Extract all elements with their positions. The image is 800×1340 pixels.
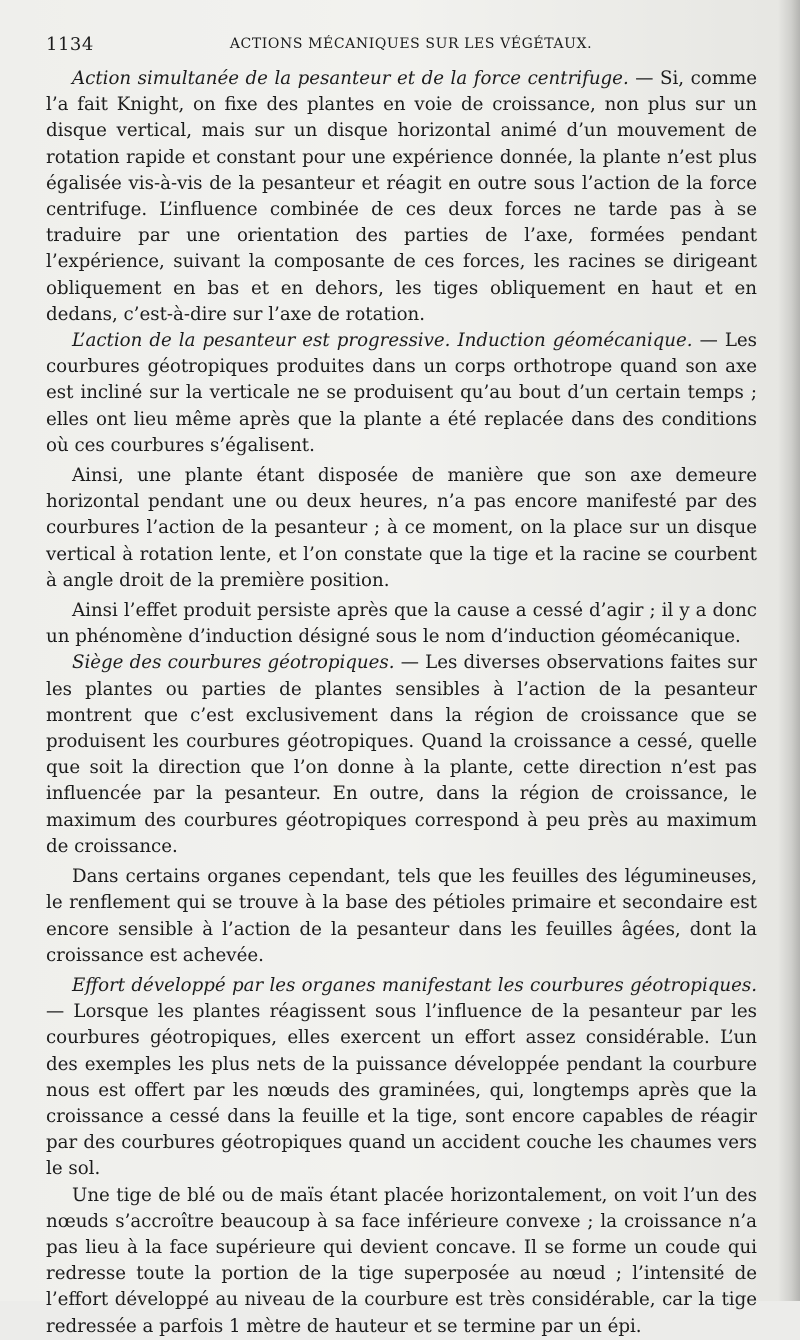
paragraph-induction-geomecanique — [46, 328, 757, 459]
page-number: 1134 — [46, 34, 94, 55]
paragraph-body: Une tige de blé ou de maïs étant placée horizontalement, on voit l’un des nœuds s’accroître beaucoup à sa face inférieure convexe ; la croissance n’a pas lieu à la face supérieure qui devient concave. Il se forme un coude qui redresse toute la portion de la tige superposée au nœud ; l’intensité de l’effort développé au niveau de la courbure est très considérable, car la tige redressée a parfois 1 mètre de hauteur et se termine par un épi. — [46, 1184, 757, 1337]
paragraph-tige-ble — [46, 1183, 757, 1340]
paragraph-body: Ainsi, une plante étant disposée de manière que son axe demeure horizontal pendant une ou deux heures, n’a pas encore manifesté par des courbures l’action de la pesanteur ; à ce moment, on la place sur un disque vertical à rotation lente, et l’on constate que la tige et la racine se courbent à angle droit de la première position. — [46, 465, 757, 591]
paragraph-effort-developpe — [46, 973, 757, 1183]
section-heading: Siège des courbures géotropiques. — [72, 652, 395, 674]
body-text — [46, 66, 757, 1340]
page-header — [46, 34, 776, 58]
page-binding-shadow — [778, 0, 800, 1301]
paragraph-body: Ainsi l’effet produit persiste après que la cause a cessé d’agir ; il y a donc un phénomène d’induction désigné sous le nom d’induction géomécanique. — [46, 600, 757, 648]
section-heading: L’action de la pesanteur est progressive. Induction géomécanique. — [72, 330, 693, 352]
paragraph-effect-persists — [46, 598, 757, 650]
paragraph-action-simultanee — [46, 66, 757, 328]
paragraph-body: — Les courbures géotropiques produites dans un corps orthotrope quand son axe est incliné sur la verticale ne se produisent qu’au bout d’un certain temps ; elles ont lieu même après que la plante a été replacée dans des conditions où ces courbures s’égalisent. — [46, 330, 757, 456]
paragraph-body: — Les diverses observations faites sur les plantes ou parties de plantes sensibles à l’action de la pesanteur montrent que c’est exclusivement dans la région de croissance que se produisent les courbures géotropiques. Quand la croissance a cessé, quelle que soit la direction que l’on donne à la plante, cette direction n’est pas influencée par la pesanteur. En outre, dans la région de croissance, le maximum des courbures géotropiques correspond à peu près au maximum de croissance. — [46, 652, 757, 857]
paragraph-example-horizontal — [46, 463, 757, 594]
paragraph-siege-courbures — [46, 650, 757, 860]
section-heading: Action simultanée de la pesanteur et de la force centrifuge. — [72, 68, 629, 89]
running-title: ACTIONS MÉCANIQUES SUR LES VÉGÉTAUX. — [229, 36, 593, 52]
paragraph-body: Dans certains organes cependant, tels que les feuilles des légumineuses, le renflement qui se trouve à la base des pétioles primaire et secondaire est encore sensible à l’action de la pesanteur dans les feuilles âgées, dont la croissance est achevée. — [46, 866, 757, 966]
paragraph-legumineuses — [46, 864, 757, 969]
paragraph-body: — Si, comme l’a fait Knight, on fixe des plantes en voie de croissance, non plus sur un disque vertical, mais sur un disque horizontal animé d’un mouvement de rotation rapide et constant pour une expérience donnée, la plante n’est plus égalisée vis-à-vis de la pesanteur et réagit en outre sous l’action de la force centrifuge. L’influence combinée de ces deux forces ne tarde pas à se traduire par une orientation des parties de l’axe, formées pendant l’expérience, suivant la composante de ces forces, les racines se dirigeant obliquement en bas et en dehors, les tiges obliquement en haut et en dedans, c’est-à-dire sur l’axe de rotation. — [46, 68, 757, 325]
section-heading: Effort développé par les organes manifestant les courbures géotropiques. — [72, 974, 757, 996]
paragraph-body: — Lorsque les plantes réagissent sous l’influence de la pesanteur par les courbures géotropiques, elles exercent un effort assez considérable. L’un des exemples les plus nets de la puissance développée pendant la courbure nous est offert par les nœuds des graminées, qui, longtemps après que la croissance a cessé dans la feuille et la tige, sont encore capables de réagir par des courbures géotropiques quand un accident couche les chaumes vers le sol. — [46, 1001, 757, 1180]
